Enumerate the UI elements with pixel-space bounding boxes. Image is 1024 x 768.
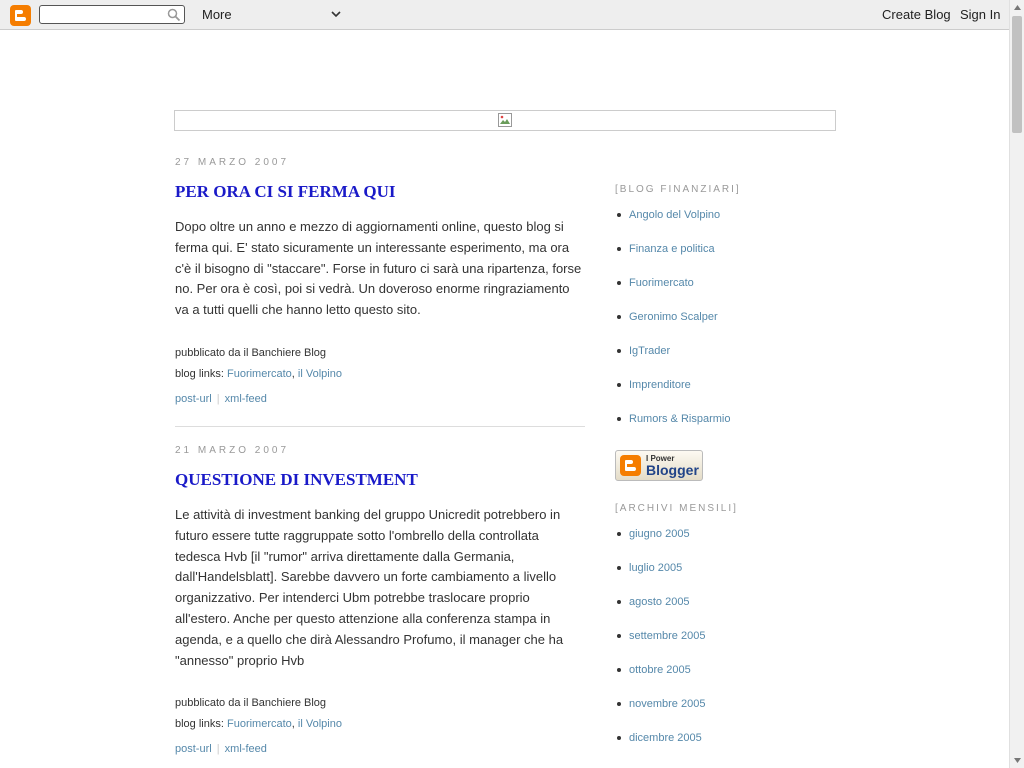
posts-column: [175, 150, 585, 756]
post-blog-links: [175, 364, 585, 385]
post: [175, 157, 585, 406]
broken-image-icon: [497, 112, 513, 128]
list-item: [615, 527, 815, 561]
list-item: [615, 731, 815, 765]
link-separator: ,: [291, 718, 298, 731]
footer-separator: |: [216, 392, 220, 405]
blog-link[interactable]: Angolo del Volpino: [629, 209, 721, 221]
blog-link[interactable]: Rumors & Risparmio: [629, 413, 731, 425]
blog-link[interactable]: IgTrader: [629, 345, 671, 357]
list-item: [615, 276, 815, 310]
post-title: PER ORA CI SI FERMA QUI: [175, 182, 396, 201]
archive-link[interactable]: dicembre 2005: [629, 732, 702, 744]
archive-link[interactable]: settembre 2005: [629, 630, 706, 642]
post-url-link[interactable]: post-url: [175, 392, 212, 405]
scroll-up-arrow-icon[interactable]: [1013, 3, 1022, 12]
blogger-logo-icon: [620, 455, 641, 476]
vertical-scrollbar[interactable]: [1009, 0, 1024, 768]
archive-link[interactable]: luglio 2005: [629, 562, 683, 574]
list-item: [615, 242, 815, 276]
list-item: [615, 344, 815, 378]
post-divider: [175, 426, 585, 427]
list-item: [615, 629, 815, 663]
create-blog-link[interactable]: Create Blog: [882, 7, 951, 22]
search-input[interactable]: [39, 5, 185, 24]
list-item: [615, 697, 815, 731]
post: [175, 445, 585, 756]
archive-link[interactable]: agosto 2005: [629, 596, 690, 608]
list-item: [615, 663, 815, 697]
post-body: Le attività di investment banking del gruppo Unicredit potrebbero in futuro essere tutte raggruppate sotto l'ombrello della controllata tedesca Hvb [il "rumor" arriva direttamente dalla Germania, dall'Handelsblatt]. Sarebbe davvero un forte cambiamento a livello organizzativo. Per intenderci Ubm potrebbe traslocare proprio all'estero. Anche per questo attenzione alla conferenza stampa in agenda, e a quello che dirà Alessandro Profumo, il manager che ha "annesso" proprio Hvb: [175, 506, 564, 668]
powered-by-blogger-badge[interactable]: [615, 450, 703, 481]
blogs-list: [615, 208, 815, 446]
chevron-down-icon[interactable]: [330, 9, 342, 19]
post-blog-links: [175, 714, 585, 735]
badge-big-text: Blogger: [646, 462, 699, 478]
sign-in-link[interactable]: Sign In: [960, 7, 1001, 22]
post-date: 27 MARZO 2007: [175, 157, 290, 168]
footer-separator: |: [216, 743, 220, 756]
list-item: [615, 412, 815, 446]
archive-heading: [ARCHIVI MENSILI]: [615, 503, 738, 514]
list-item: [615, 208, 815, 242]
blogger-navbar: [0, 0, 1009, 30]
blogger-logo-icon[interactable]: [10, 5, 31, 26]
scrollbar-thumb[interactable]: [1012, 16, 1022, 133]
search-icon[interactable]: [167, 8, 181, 22]
post-footer: [175, 742, 585, 756]
list-item: [615, 561, 815, 595]
list-item: [615, 310, 815, 344]
list-item: [615, 595, 815, 629]
post-author: pubblicato da il Banchiere Blog: [175, 697, 327, 710]
archive-link[interactable]: ottobre 2005: [629, 664, 691, 676]
scroll-down-arrow-icon[interactable]: [1013, 756, 1022, 765]
blogs-heading: [BLOG FINANZIARI]: [615, 184, 741, 195]
blog-link[interactable]: Geronimo Scalper: [629, 311, 718, 323]
blog-link[interactable]: Fuorimercato: [629, 277, 694, 289]
blog-links-label: blog links:: [175, 367, 227, 380]
post-author: pubblicato da il Banchiere Blog: [175, 346, 327, 359]
post-meta: [175, 693, 585, 735]
post-url-link[interactable]: post-url: [175, 743, 212, 756]
post-date: 21 MARZO 2007: [175, 444, 290, 456]
blog-link[interactable]: Finanza e politica: [629, 243, 715, 255]
archive-link[interactable]: novembre 2005: [629, 698, 706, 710]
xml-feed-link[interactable]: xml-feed: [224, 743, 267, 756]
post-meta: [175, 343, 585, 385]
post-footer: [175, 392, 585, 406]
link-il-volpino[interactable]: il Volpino: [297, 367, 342, 380]
archive-link[interactable]: giugno 2005: [629, 528, 690, 540]
blog-header-image[interactable]: [174, 110, 836, 131]
badge-small-text: I Power: [646, 454, 675, 463]
link-fuorimercato[interactable]: Fuorimercato: [226, 367, 292, 380]
post-title: QUESTIONE DI INVESTMENT: [175, 469, 418, 489]
archive-list: [615, 527, 815, 765]
link-il-volpino[interactable]: il Volpino: [297, 718, 342, 731]
link-fuorimercato[interactable]: Fuorimercato: [226, 718, 292, 731]
blog-links-label: blog links:: [175, 718, 227, 731]
more-dropdown[interactable]: More: [202, 7, 232, 22]
link-separator: ,: [291, 367, 298, 380]
list-item: [615, 378, 815, 412]
sidebar: [615, 184, 815, 765]
blog-link[interactable]: Imprenditore: [629, 379, 691, 391]
xml-feed-link[interactable]: xml-feed: [224, 392, 267, 405]
post-body: Dopo oltre un anno e mezzo di aggiornamenti online, questo blog si ferma qui. E' stato sicuramente un interessante esperimento, ma ora c'è il bisogno di "staccare". Forse in futuro ci sarà una ripartenza, forse no. Per ora è così, poi si vedrà. Un doveroso enorme ringraziamento va a tutti quelli che hanno letto questo sito.: [175, 219, 582, 318]
